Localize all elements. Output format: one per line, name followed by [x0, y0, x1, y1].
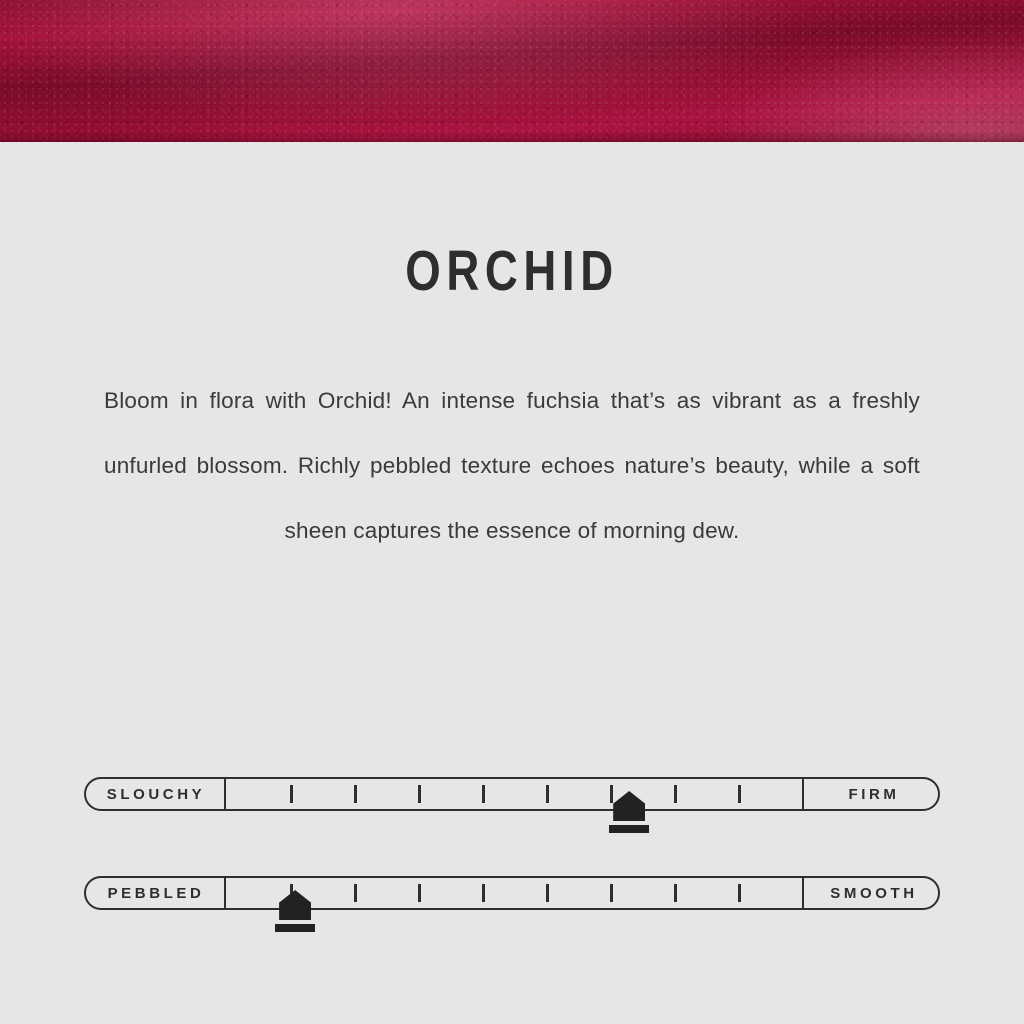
slider-tick [738, 785, 741, 803]
slider-texture[interactable] [84, 876, 940, 910]
slider-tick [354, 785, 357, 803]
slider-tick [354, 884, 357, 902]
slider-tick [546, 884, 549, 902]
slider-tick [674, 785, 677, 803]
description-text: Bloom in flora with Orchid! An intense fuchsia that’s as vibrant as a freshly unfurled blossom. Richly pebbled texture echoes nature’s beauty, while a soft sheen captures the essence of morning dew. [104, 388, 920, 543]
swatch-bottom-shadow [0, 132, 1024, 142]
marker-arrow-icon [613, 791, 645, 821]
slider-right-label: FIRM [802, 777, 940, 811]
slider-tick [610, 884, 613, 902]
marker-base-icon [275, 924, 315, 932]
slider-tick [738, 884, 741, 902]
slider-left-label: SLOUCHY [84, 777, 226, 811]
slider-handle[interactable] [275, 890, 315, 938]
marker-arrow-icon [279, 890, 311, 920]
slider-tick [418, 785, 421, 803]
page-title: ORCHID [405, 239, 619, 303]
slider-tick [482, 884, 485, 902]
marker-base-icon [609, 825, 649, 833]
slider-handle[interactable] [609, 791, 649, 839]
slider-tick [418, 884, 421, 902]
slider-tick [290, 785, 293, 803]
slider-tick [482, 785, 485, 803]
slider-tick [674, 884, 677, 902]
slider-tick [546, 785, 549, 803]
swatch-grain-coarse [0, 0, 1024, 142]
leather-swatch-image [0, 0, 1024, 142]
slider-firmness[interactable] [84, 777, 940, 811]
slider-ticks [226, 777, 802, 811]
slider-left-label: PEBBLED [84, 876, 226, 910]
slider-right-label: SMOOTH [802, 876, 940, 910]
